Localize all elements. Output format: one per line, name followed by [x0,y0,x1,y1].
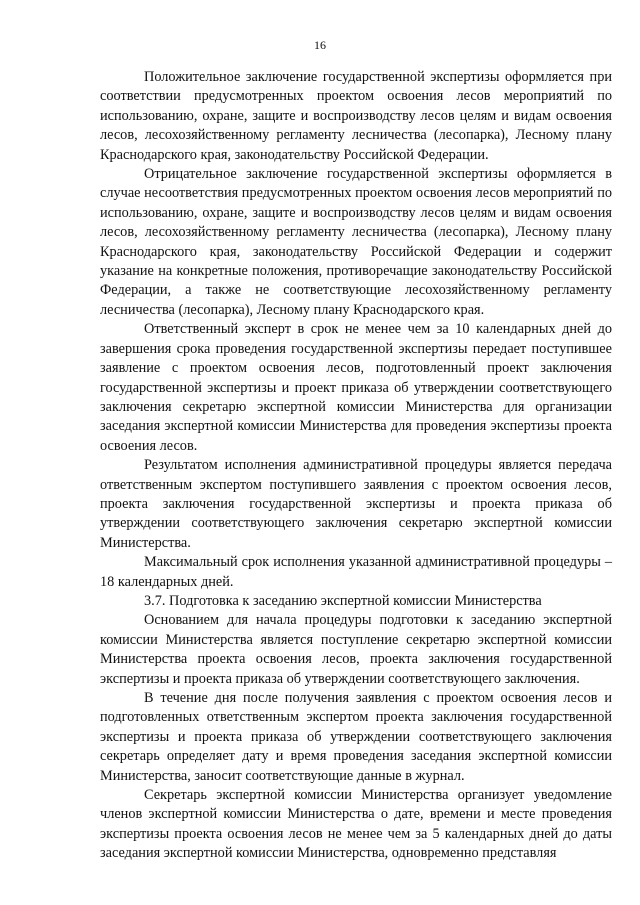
page-number: 16 [314,38,326,52]
section-heading-3-7: 3.7. Подготовка к заседанию экспертной комиссии Министерства [144,592,542,609]
paragraph-secretary-notification: Секретарь экспертной комиссии Министерства организует уведомление членов экспертной комиссии Министерства о дате, времени и месте проведения экспертизы проекта освоения лесов не менее чем за 5 календарных дней до даты заседания экспертной комиссии Министерства, одновременно представляя [100,787,612,862]
paragraph-secretary-schedule: В течение дня после получения заявления с проектом освоения лесов и подготовленных ответственным экспертом проекта заключения государственной экспертизы и проекта приказа об утверждении соответствующего заключения секретарь определяет дату и время проведения заседания экспертной комиссии Министерства, заносит соответствующие данные в журнал. [100,690,612,784]
paragraph-responsible-expert: Ответственный эксперт в срок не менее чем за 10 календарных дней до завершения срока проведения государственной экспертизы передает поступившее заявление с проектом освоения лесов, подготовленный проект заключения государственной экспертизы и проект приказа об утверждении соответствующего заключения секретарю экспертной комиссии Министерства для организации заседания экспертной комиссии Министерства для проведения экспертизы проекта освоения лесов. [100,321,612,454]
document-body [100,68,612,864]
paragraph-procedure-result: Результатом исполнения административной процедуры является передача ответственным экспертом поступившего заявления с проектом освоения лесов, проекта заключения государственной экспертизы и проекта приказа об утверждении соответствующего заключения секретарю экспертной комиссии Министерства. [100,457,612,551]
paragraph-max-term: Максимальный срок исполнения указанной административной процедуры – 18 календарных дней. [100,554,612,590]
paragraph-preparation-basis: Основанием для начала процедуры подготовки к заседанию экспертной комиссии Министерства является поступление секретарю экспертной комиссии Министерства проекта освоения лесов, проекта заключения государственной экспертизы и проекта приказа об утверждении соответствующего заключения. [100,612,612,687]
paragraph-negative-conclusion: Отрицательное заключение государственной экспертизы оформляется в случае несоответствия предусмотренных проектом освоения лесов мероприятий по использованию, охране, защите и воспроизводству лесов целям и видам освоения лесов, лесохозяйственному регламенту лесничества (лесопарка), Лесному плану Краснодарского края, законодательству Российской Федерации и содержит указание на конкретные положения, противоречащие законодательству Российской Федерации, а также не соответствующие лесохозяйственному регламенту лесничества (лесопарка), Лесному плану Краснодарского края. [100,166,612,318]
paragraph-positive-conclusion: Положительное заключение государственной экспертизы оформляется при соответствии предусмотренных проектом освоения лесов мероприятий по использованию, охране, защите и воспроизводству лесов целям и видам освоения лесов, лесохозяйственному регламенту лесничества (лесопарка), Лесному плану Краснодарского края, законодательству Российской Федерации. [100,69,612,163]
